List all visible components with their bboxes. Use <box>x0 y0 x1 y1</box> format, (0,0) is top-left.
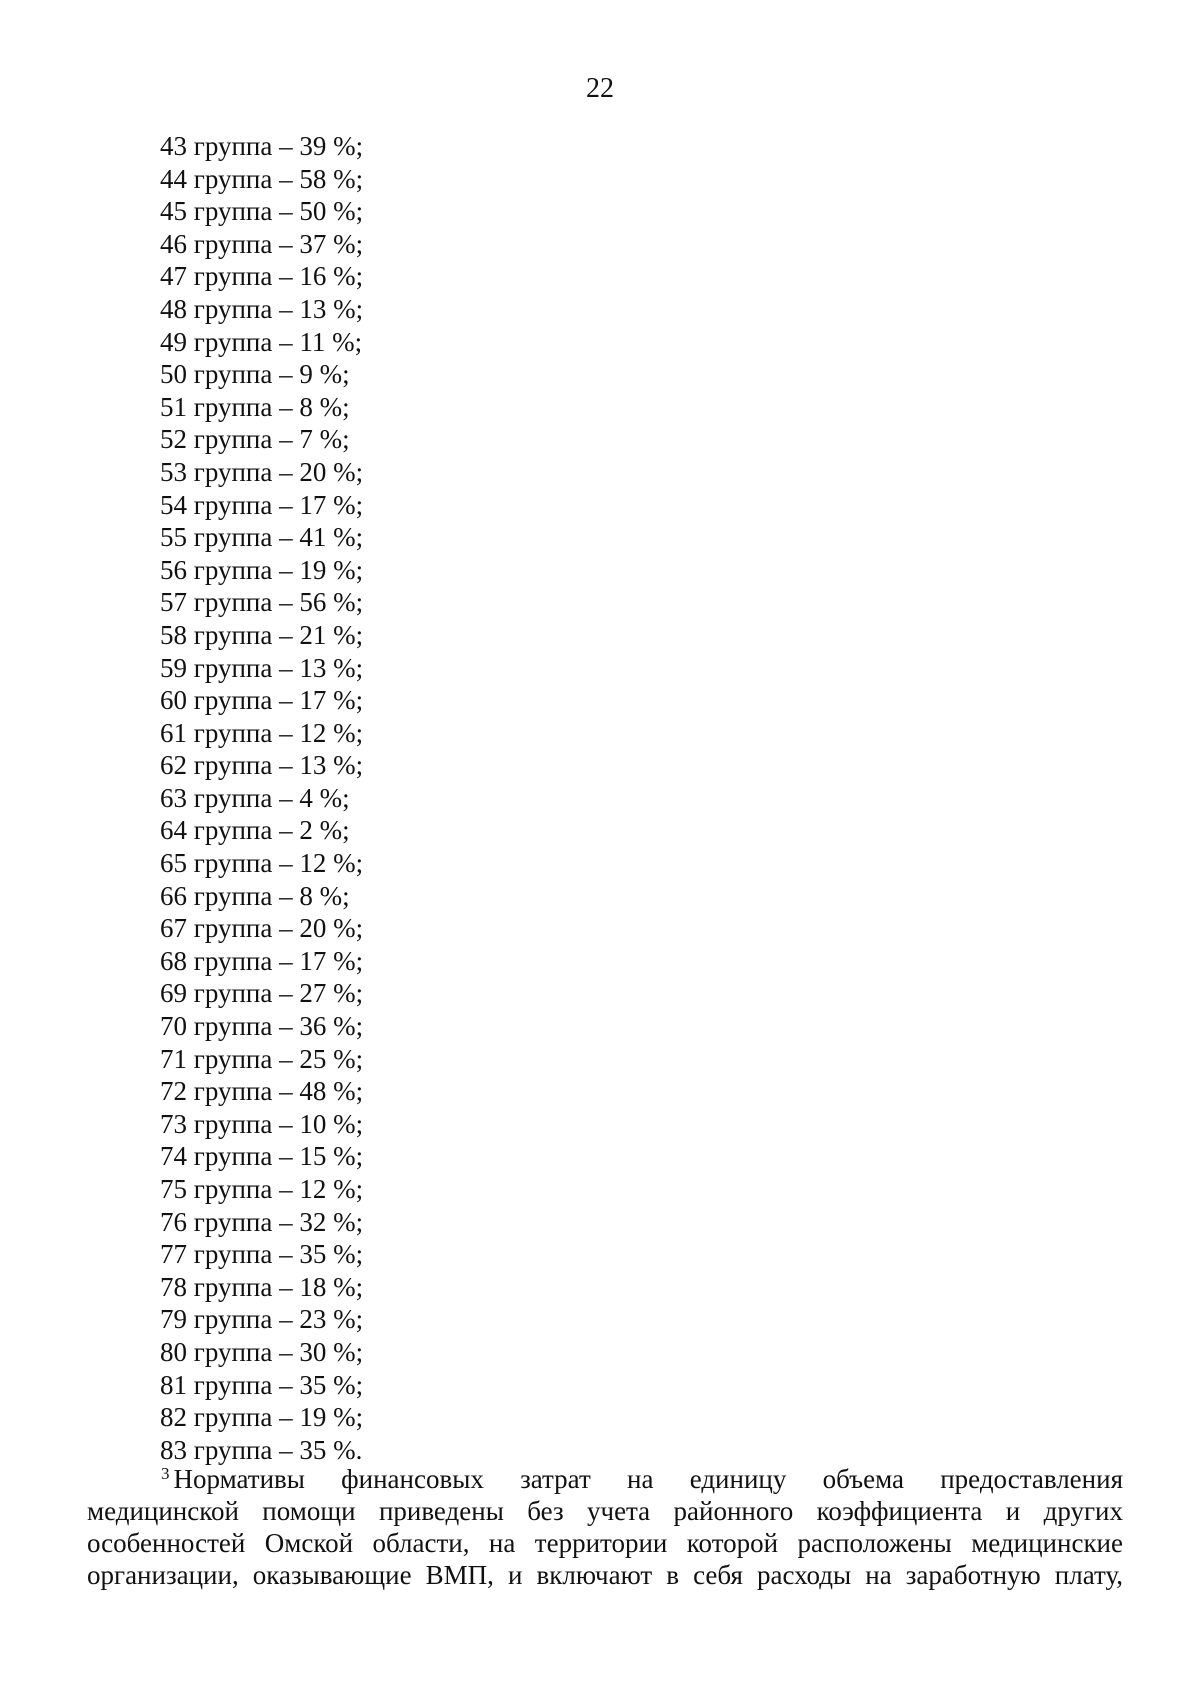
group-item: 79 группа – 23 %; <box>160 1304 364 1335</box>
group-item: 75 группа – 12 %; <box>160 1174 364 1204</box>
group-item: 54 группа – 17 %; <box>160 489 364 520</box>
group-item: 67 группа – 20 %; <box>160 913 364 944</box>
group-item: 71 группа – 25 %; <box>160 1043 364 1074</box>
group-item: 64 группа – 2 %; <box>160 815 350 846</box>
page-number: 22 <box>586 73 614 104</box>
group-item: 49 группа – 11 %; <box>160 326 363 357</box>
group-item: 81 группа – 35 %; <box>160 1369 364 1400</box>
group-item: 52 группа – 7 %; <box>160 424 350 455</box>
group-item: 66 группа – 8 %; <box>160 880 350 911</box>
group-item: 68 группа – 17 %; <box>160 945 364 976</box>
group-item: 62 группа – 13 %; <box>160 750 364 781</box>
footnote-marker: 3 <box>161 1464 170 1483</box>
group-item: 70 группа – 36 %; <box>160 1011 364 1042</box>
footnote-line: особенностей Омской области, на территории которой расположены медицинские <box>87 1528 1123 1558</box>
group-item: 72 группа – 48 %; <box>160 1076 364 1107</box>
group-item: 74 группа – 15 %; <box>160 1141 364 1172</box>
group-item: 61 группа – 12 %; <box>160 717 364 748</box>
group-item: 57 группа – 56 %; <box>160 587 364 618</box>
footnote-line-text: Нормативы финансовых затрат на единицу объема предоставления <box>173 1464 1123 1494</box>
group-item: 60 группа – 17 %; <box>160 685 364 716</box>
group-percentage-list <box>160 130 363 1466</box>
footnote-line: организации, оказывающие ВМП, и включают в себя расходы на заработную плату, <box>87 1560 1123 1590</box>
group-item: 83 группа – 35 %. <box>160 1434 363 1465</box>
group-item: 76 группа – 32 %; <box>160 1206 364 1237</box>
group-item: 45 группа – 50 %; <box>160 196 364 227</box>
group-item: 58 группа – 21 %; <box>160 619 364 650</box>
group-item: 47 группа – 16 %; <box>160 261 364 292</box>
group-item: 69 группа – 27 %; <box>160 978 364 1009</box>
group-item: 53 группа – 20 %; <box>160 456 364 487</box>
footnote <box>87 1463 1123 1591</box>
group-item: 77 группа – 35 %; <box>160 1239 364 1270</box>
group-item: 63 группа – 4 %; <box>160 782 350 813</box>
group-item: 78 группа – 18 %; <box>160 1271 364 1302</box>
group-item: 55 группа – 41 %; <box>160 522 364 553</box>
group-item: 43 группа – 39 %; <box>160 131 364 161</box>
group-item: 65 группа – 12 %; <box>160 848 364 879</box>
group-item: 46 группа – 37 %; <box>160 228 364 259</box>
group-item: 44 группа – 58 %; <box>160 163 364 194</box>
group-item: 56 группа – 19 %; <box>160 554 364 585</box>
group-item: 73 группа – 10 %; <box>160 1108 364 1139</box>
group-item: 50 группа – 9 %; <box>160 359 350 390</box>
footnote-line: медицинской помощи приведены без учета районного коэффициента и других <box>87 1496 1123 1526</box>
group-item: 59 группа – 13 %; <box>160 652 364 683</box>
group-item: 51 группа – 8 %; <box>160 391 350 422</box>
group-item: 82 группа – 19 %; <box>160 1402 364 1433</box>
group-item: 80 группа – 30 %; <box>160 1336 364 1367</box>
group-item: 48 группа – 13 %; <box>160 293 364 324</box>
footnote-line <box>87 1463 1123 1495</box>
